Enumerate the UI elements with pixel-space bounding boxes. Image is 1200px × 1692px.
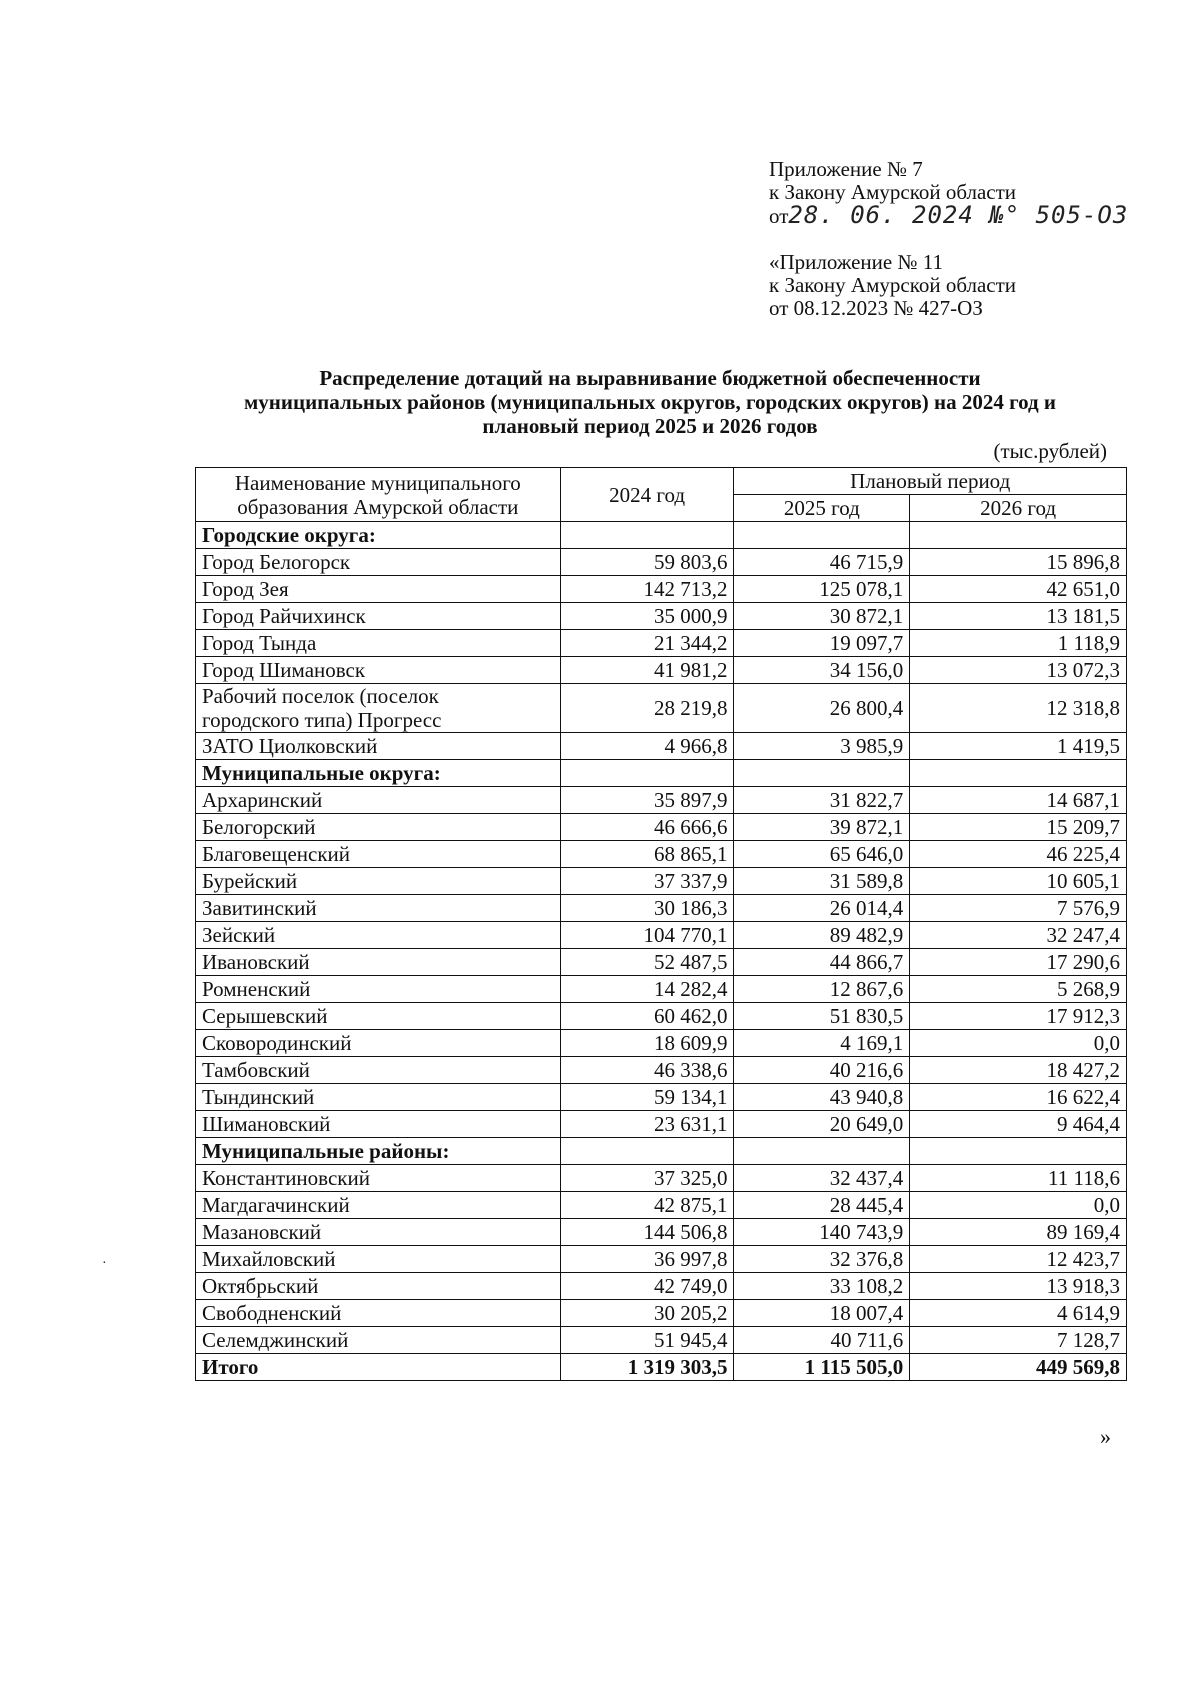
value-2024: 4 966,8 [560,733,734,760]
value-2026: 15 209,7 [910,814,1127,841]
value-2025: 31 589,8 [734,868,910,895]
subsidy-table [195,467,1127,1381]
value-2024: 59 803,6 [560,549,734,576]
table-row [196,1030,1127,1057]
table-row [196,603,1127,630]
municipality-name-line: Селемджинский [202,1328,349,1352]
section-row [196,522,1127,549]
value-2025: 140 743,9 [734,1219,910,1246]
value-2024: 18 609,9 [560,1030,734,1057]
value-2026: 89 169,4 [910,1219,1127,1246]
value-2026: 46 225,4 [910,841,1127,868]
table-row [196,1165,1127,1192]
value-2025: 26 800,4 [734,684,910,733]
table-row [196,868,1127,895]
value-2025: 33 108,2 [734,1273,910,1300]
municipality-name-line: Город Тында [202,631,317,655]
municipality-name-line: Свободненский [202,1301,342,1325]
municipality-name-line: Благовещенский [202,842,351,866]
municipality-name-line: Сковородинский [202,1031,352,1055]
value-2026: 0,0 [910,1192,1127,1219]
section-title: Муниципальные районы: [196,1138,561,1165]
value-2026: 18 427,2 [910,1057,1127,1084]
municipality-name-line: Город Шимановск [202,658,366,682]
table-row [196,1327,1127,1354]
value-2024: 28 219,8 [560,684,734,733]
municipality-name-line: Магдагачинский [202,1193,350,1217]
empty-cell [910,522,1127,549]
value-2026: 12 318,8 [910,684,1127,733]
annex-line-2: к Закону Амурской области [769,180,1017,204]
value-2026: 17 912,3 [910,1003,1127,1030]
value-2025: 32 376,8 [734,1246,910,1273]
value-2024: 59 134,1 [560,1084,734,1111]
municipality-name [196,576,561,603]
empty-cell [560,760,734,787]
value-2026: 15 896,8 [910,549,1127,576]
empty-cell [560,522,734,549]
document-title [180,366,1120,438]
municipality-name [196,1111,561,1138]
municipality-name [196,1219,561,1246]
total-2026: 449 569,8 [910,1354,1127,1381]
value-2025: 40 216,6 [734,1057,910,1084]
value-2026: 16 622,4 [910,1084,1127,1111]
value-2025: 31 822,7 [734,787,910,814]
value-2025: 30 872,1 [734,603,910,630]
section-row [196,1138,1127,1165]
value-2026: 17 290,6 [910,949,1127,976]
municipality-name-line: Серышевский [202,1004,328,1028]
municipality-name [196,1246,561,1273]
value-2024: 142 713,2 [560,576,734,603]
value-2026: 4 614,9 [910,1300,1127,1327]
value-2024: 46 666,6 [560,814,734,841]
value-2026: 9 464,4 [910,1111,1127,1138]
table-row [196,1003,1127,1030]
header-2025: 2025 год [734,495,910,522]
value-2025: 18 007,4 [734,1300,910,1327]
value-2026: 10 605,1 [910,868,1127,895]
municipality-name-line: Архаринский [202,788,323,812]
value-2026: 0,0 [910,1030,1127,1057]
value-2025: 32 437,4 [734,1165,910,1192]
table-row [196,895,1127,922]
header-2024: 2024 год [560,468,734,522]
table-row [196,1300,1127,1327]
table-row [196,1219,1127,1246]
municipality-name-line: Город Белогорск [202,550,351,574]
municipality-name [196,949,561,976]
value-2024: 42 875,1 [560,1192,734,1219]
table-row [196,576,1127,603]
municipality-name [196,630,561,657]
section-row [196,760,1127,787]
header-name [196,468,561,522]
value-2026: 13 918,3 [910,1273,1127,1300]
table-row [196,787,1127,814]
value-2026: 13 072,3 [910,657,1127,684]
table-row [196,549,1127,576]
title-line-3: плановый период 2025 и 2026 годов [482,414,818,438]
value-2025: 125 078,1 [734,576,910,603]
value-2026: 32 247,4 [910,922,1127,949]
municipality-name-line: Мазановский [202,1220,322,1244]
municipality-name [196,657,561,684]
municipality-name-line: Ромненский [202,977,311,1001]
value-2024: 23 631,1 [560,1111,734,1138]
quoted-line-2: к Закону Амурской области [769,273,1017,297]
municipality-name [196,787,561,814]
municipality-name [196,1003,561,1030]
municipality-name [196,549,561,576]
annex-quoted [769,251,1016,320]
table-row [196,922,1127,949]
annex-header [769,158,1128,228]
municipality-name-line: Шимановский [202,1112,331,1136]
value-2024: 104 770,1 [560,922,734,949]
municipality-name [196,922,561,949]
header-2026: 2026 год [910,495,1127,522]
municipality-name [196,603,561,630]
value-2025: 43 940,8 [734,1084,910,1111]
municipality-name-line: ЗАТО Циолковский [202,734,378,758]
value-2025: 46 715,9 [734,549,910,576]
value-2024: 60 462,0 [560,1003,734,1030]
value-2025: 39 872,1 [734,814,910,841]
table-row [196,630,1127,657]
value-2025: 26 014,4 [734,895,910,922]
municipality-name [196,895,561,922]
value-2025: 51 830,5 [734,1003,910,1030]
section-title: Муниципальные округа: [196,760,561,787]
municipality-name [196,1030,561,1057]
municipality-name-line: Бурейский [202,869,298,893]
value-2025: 65 646,0 [734,841,910,868]
municipality-name-line: Константиновский [202,1166,370,1190]
value-2026: 42 651,0 [910,576,1127,603]
header-name-line-2: образования Амурской области [237,494,519,519]
value-2024: 52 487,5 [560,949,734,976]
empty-cell [734,1138,910,1165]
municipality-name-line: Тындинский [202,1085,315,1109]
municipality-name [196,976,561,1003]
municipality-name-line: Город Райчихинск [202,604,366,628]
value-2025: 20 649,0 [734,1111,910,1138]
title-line-2: муниципальных районов (муниципальных округов, городских округов) на 2024 год и [243,390,1057,414]
municipality-name [196,868,561,895]
value-2024: 30 205,2 [560,1300,734,1327]
table-row [196,1246,1127,1273]
value-2024: 51 945,4 [560,1327,734,1354]
table-row [196,841,1127,868]
annex-line-1: Приложение № 7 [769,157,923,181]
title-line-1: Распределение дотаций на выравнивание бюджетной обеспеченности [319,366,981,390]
value-2024: 36 997,8 [560,1246,734,1273]
annex-date-prefix: от [769,204,789,228]
table-row [196,1192,1127,1219]
table-row [196,949,1127,976]
municipality-name-line: Город Зея [202,577,289,601]
value-2026: 1 118,9 [910,630,1127,657]
table-row [196,657,1127,684]
municipality-name-line: Рабочий поселок (поселок [202,684,439,708]
table-row [196,684,1127,733]
table-row [196,814,1127,841]
municipality-name-line: Михайловский [202,1247,336,1271]
value-2024: 68 865,1 [560,841,734,868]
value-2024: 35 897,9 [560,787,734,814]
value-2026: 5 268,9 [910,976,1127,1003]
value-2024: 35 000,9 [560,603,734,630]
header-name-line-1: Наименование муниципального [234,470,521,495]
total-label: Итого [196,1354,561,1381]
municipality-name [196,1327,561,1354]
value-2025: 40 711,6 [734,1327,910,1354]
value-2025: 44 866,7 [734,949,910,976]
table-body [196,522,1127,1381]
handwritten-date-number: 28. 06. 2024 №° 505-ОЗ [788,201,1129,229]
value-2026: 13 181,5 [910,603,1127,630]
total-row [196,1354,1127,1381]
quoted-line-1: «Приложение № 11 [769,250,943,274]
value-2025: 28 445,4 [734,1192,910,1219]
value-2024: 42 749,0 [560,1273,734,1300]
municipality-name-line: Белогорский [202,815,316,839]
total-2025: 1 115 505,0 [734,1354,910,1381]
municipality-name [196,733,561,760]
value-2024: 37 325,0 [560,1165,734,1192]
empty-cell [910,1138,1127,1165]
municipality-name [196,1084,561,1111]
annex-line-3 [769,201,1129,229]
section-title: Городские округа: [196,522,561,549]
table-row [196,733,1127,760]
empty-cell [734,760,910,787]
table-row [196,1111,1127,1138]
value-2025: 34 156,0 [734,657,910,684]
table-row [196,976,1127,1003]
value-2026: 7 128,7 [910,1327,1127,1354]
table-row [196,1057,1127,1084]
table-row [196,1084,1127,1111]
value-2026: 11 118,6 [910,1165,1127,1192]
municipality-name [196,1057,561,1084]
value-2025: 12 867,6 [734,976,910,1003]
municipality-name [196,1300,561,1327]
total-2024: 1 319 303,5 [560,1354,734,1381]
municipality-name-line: городского типа) Прогресс [202,708,442,732]
unit-label: (тыс.рублей) [993,439,1107,463]
municipality-name-line: Завитинский [202,896,317,920]
municipality-name [196,1273,561,1300]
value-2026: 12 423,7 [910,1246,1127,1273]
value-2025: 4 169,1 [734,1030,910,1057]
empty-cell [910,760,1127,787]
municipality-name [196,1165,561,1192]
table-row [196,1273,1127,1300]
municipality-name-line: Тамбовский [202,1058,310,1082]
empty-cell [560,1138,734,1165]
municipality-name [196,684,561,733]
header-planned-period: Плановый период [734,468,1127,495]
value-2024: 41 981,2 [560,657,734,684]
value-2024: 21 344,2 [560,630,734,657]
value-2025: 3 985,9 [734,733,910,760]
value-2024: 14 282,4 [560,976,734,1003]
value-2025: 89 482,9 [734,922,910,949]
value-2024: 144 506,8 [560,1219,734,1246]
quoted-line-3: от 08.12.2023 № 427-ОЗ [769,296,983,320]
closing-quote: » [1100,1424,1111,1449]
municipality-name-line: Октябрьский [202,1274,319,1298]
value-2026: 14 687,1 [910,787,1127,814]
municipality-name [196,814,561,841]
value-2026: 1 419,5 [910,733,1127,760]
municipality-name [196,841,561,868]
empty-cell [734,522,910,549]
municipality-name-line: Ивановский [202,950,310,974]
value-2024: 30 186,3 [560,895,734,922]
value-2024: 46 338,6 [560,1057,734,1084]
municipality-name [196,1192,561,1219]
stray-mark: · [102,1256,107,1271]
value-2026: 7 576,9 [910,895,1127,922]
municipality-name-line: Зейский [202,923,276,947]
value-2024: 37 337,9 [560,868,734,895]
value-2025: 19 097,7 [734,630,910,657]
